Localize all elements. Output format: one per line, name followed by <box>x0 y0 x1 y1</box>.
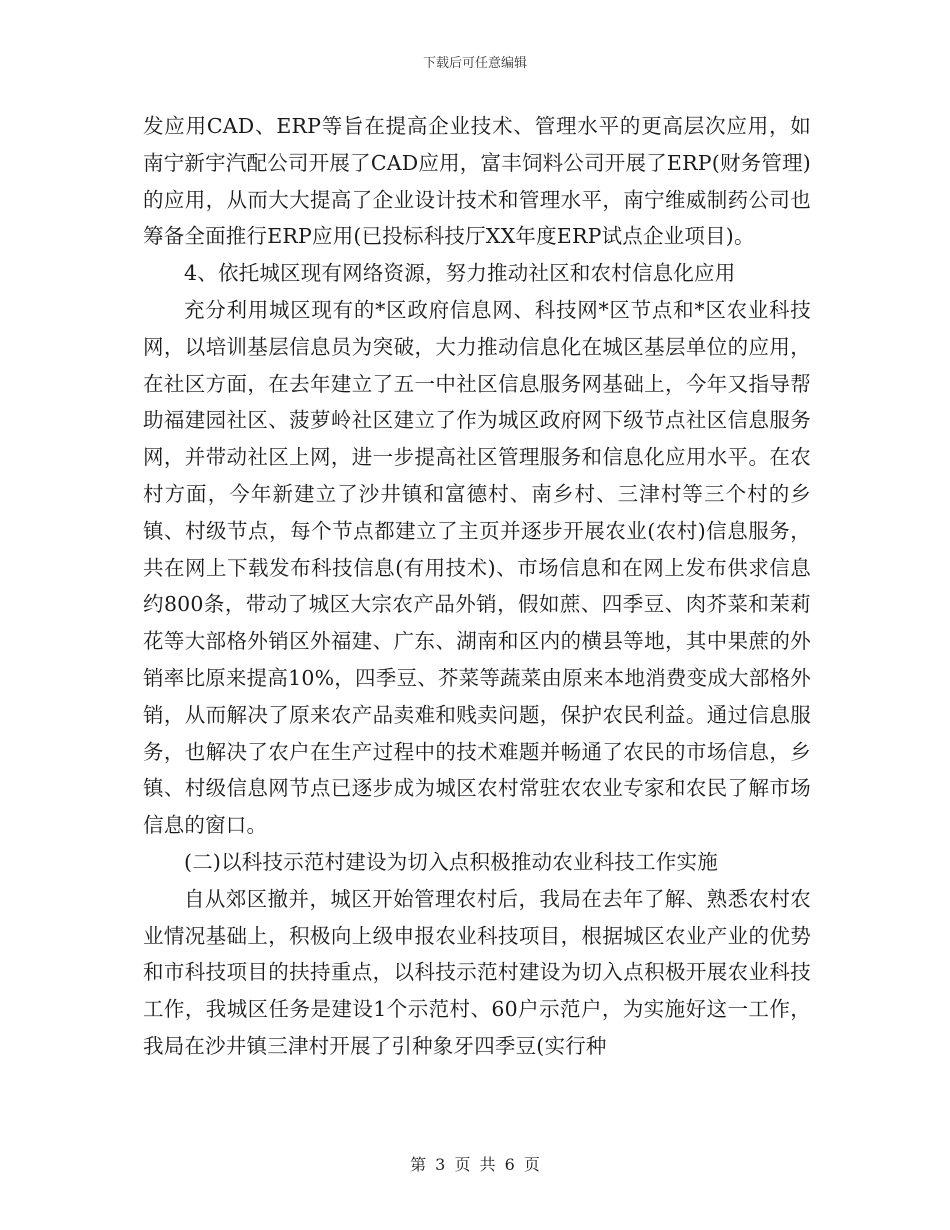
paragraph-1: 发应用CAD、ERP等旨在提高企业技术、管理水平的更高层次应用，如南宁新宇汽配公司开展了CAD应用，富丰饲料公司开展了ERP(财务管理)的应用，从而大大提高了企业设计技术和管理水平，南宁维威制药公司也筹备全面推行ERP应用(已投标科技厅XX年度ERP试点企业项目)。 <box>143 114 811 249</box>
paragraph-3: 自从郊区撤并，城区开始管理农村后，我局在去年了解、熟悉农村农业情况基础上，积极向上级申报农业科技项目，根据城区农业产业的优势和市科技项目的扶持重点，以科技示范村建设为切入点积极开展农业科技工作，我城区任务是建设1个示范村、60户示范户，为实施好这一工作，我局在沙井镇三津村开展了引种象牙四季豆(实行种 <box>143 886 811 1058</box>
section-heading-4: 4、依托城区现有网络资源，努力推动社区和农村信息化应用 <box>184 261 736 286</box>
page-footer: 第 3 页 共 6 页 <box>410 1155 540 1174</box>
paragraph-2: 充分利用城区现有的*区政府信息网、科技网*区节点和*区农业科技网，以培训基层信息员为突破，大力推动信息化在城区基层单位的应用，在社区方面，在去年建立了五一中社区信息服务网基础上，今年又指导帮助福建园社区、菠萝岭社区建立了作为城区政府网下级节点社区信息服务网，并带动社区上网，进一步提高社区管理服务和信息化应用水平。在农村方面，今年新建立了沙井镇和富德村、南乡村、三津村等三个村的乡镇、村级节点，每个节点都建立了主页并逐步开展农业(农村)信息服务，共在网上下载发布科技信息(有用技术)、市场信息和在网上发布供求信息约800条，带动了城区大宗农产品外销，假如蔗、四季豆、肉芥菜和茉莉花等大部格外销区外福建、广东、湖南和区内的横县等地，其中果蔗的外销率比原来提高10%，四季豆、芥菜等蔬菜由原来本地消费变成大部格外销，从而解决了原来农产品卖难和贱卖问题，保护农民利益。通过信息服务，也解决了农户在生产过程中的技术难题并畅通了农民的市场信息，乡镇、村级信息网节点已逐步成为城区农村常驻农农业专家和农民了解市场信息的窗口。 <box>143 297 811 838</box>
page-header: 下载后可任意编辑 <box>422 56 527 71</box>
section-heading-2: (二)以科技示范村建设为切入点积极推动农业科技工作实施 <box>184 849 718 874</box>
document-body <box>143 108 811 1065</box>
